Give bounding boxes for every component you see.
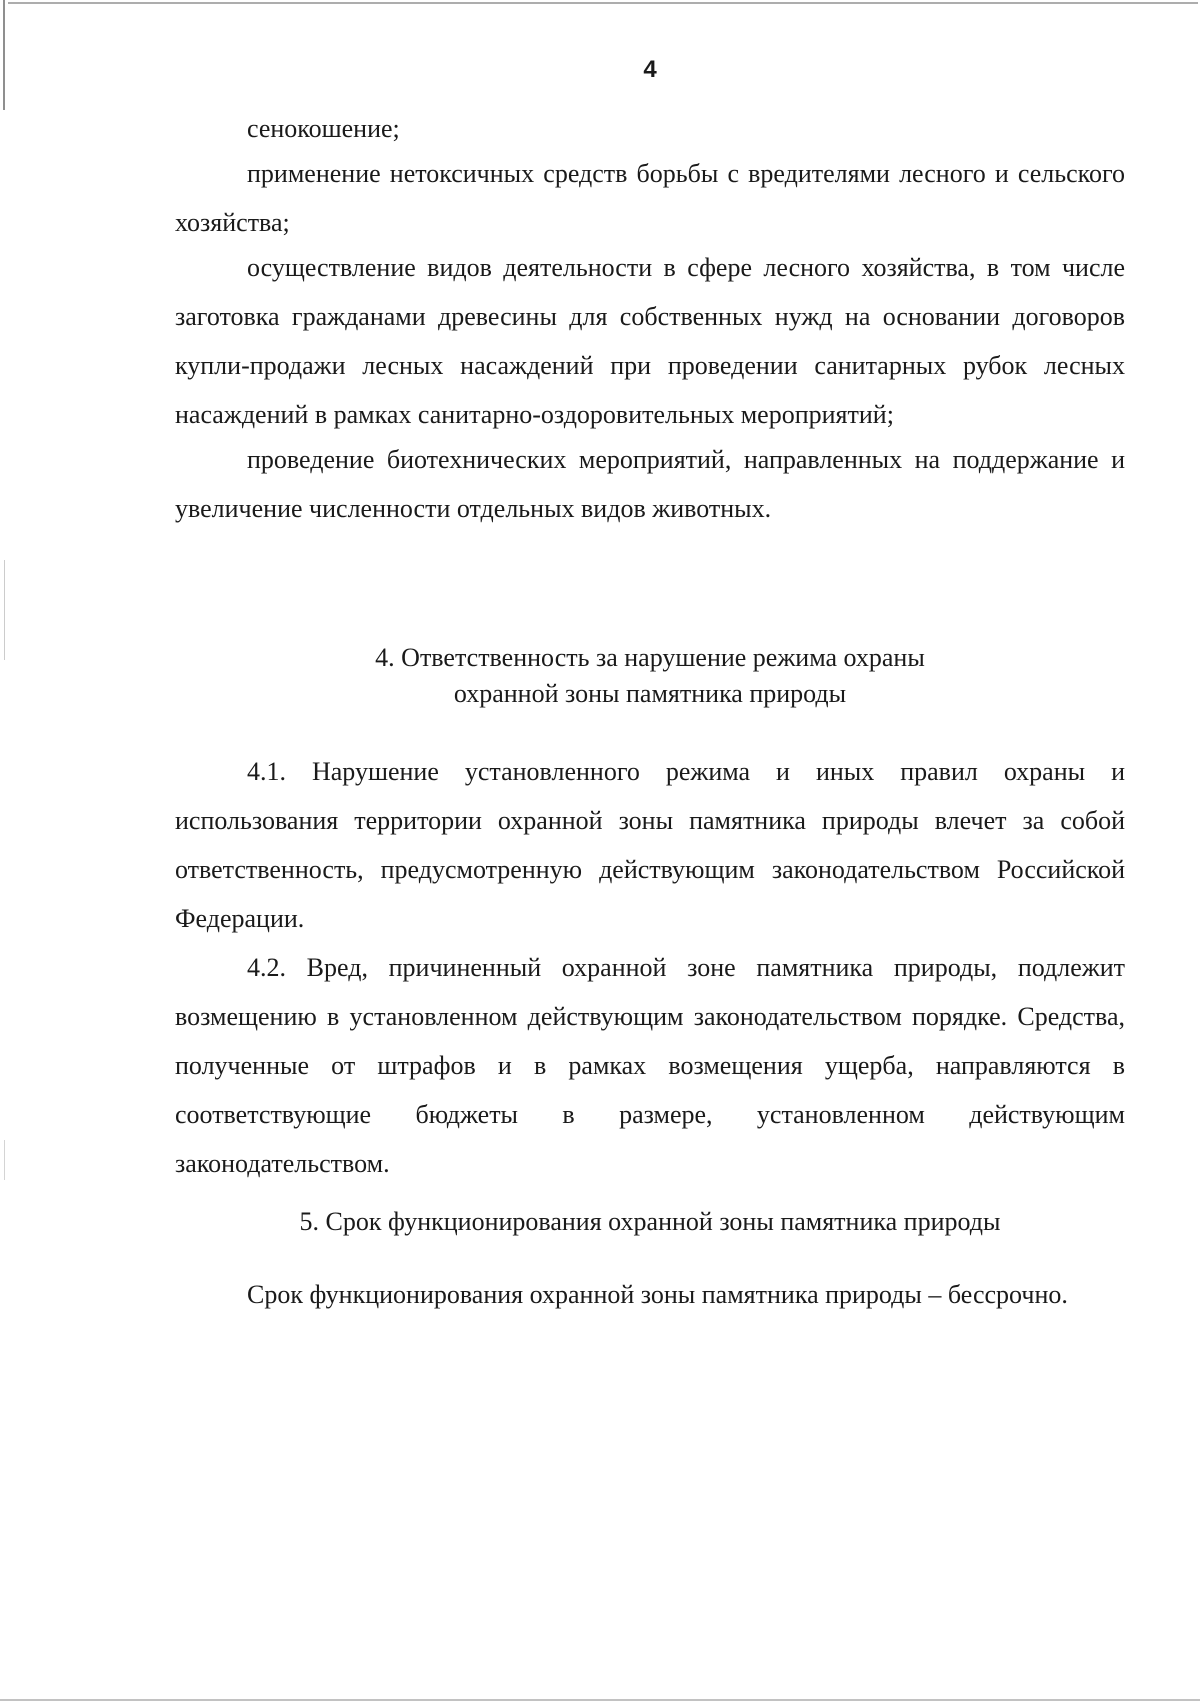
scan-edge-top [8,2,1198,4]
list-item-biotechnical-measures: проведение биотехнических мероприятий, направленных на поддержание и увеличение численности отдельных видов животных. [175,445,1125,523]
section-4-heading [175,640,1125,712]
heading-line: охранной зоны памятника природы [453,679,847,708]
page-number: 4 [643,56,657,83]
list-item-forestry-activities: осуществление видов деятельности в сфере лесного хозяйства, в том числе заготовка гражданами древесины для собственных нужд на основании договоров купли-продажи лесных насаждений при проведении санитарных рубок лесных насаждений в рамках санитарно-оздоровительных мероприятий; [175,253,1125,429]
paragraph-4-1: 4.1. Нарушение установленного режима и иных правил охраны и использования территории охранной зоны памятника природы влечет за собой ответственность, предусмотренную действующим законодательством Российской Федерации. [175,757,1125,933]
section-heading [175,640,1125,712]
scan-edge-left [4,560,5,660]
list-block [175,104,1125,533]
section-4-body [175,747,1125,1188]
scan-edge-left [3,0,5,110]
scan-edge-left [4,1140,5,1180]
heading-line: 4. Ответственность за нарушение режима охраны [375,643,925,672]
list-item-pest-control: применение нетоксичных средств борьбы с вредителями лесного и сельского хозяйства; [175,159,1125,237]
section-5-heading-block [175,1197,1125,1246]
section-heading: 5. Срок функционирования охранной зоны памятника природы [299,1207,1001,1236]
section-5-body [175,1270,1125,1319]
paragraph-5: Срок функционирования охранной зоны памятника природы – бессрочно. [247,1280,1068,1309]
scan-edge-bottom [0,1699,1200,1701]
list-item-haymaking: сенокошение; [247,114,400,143]
paragraph-4-2: 4.2. Вред, причиненный охранной зоне памятника природы, подлежит возмещению в установленном действующим законодательством порядке. Средства, полученные от штрафов и в рамках возмещения ущерба, направляются в соответствующие бюджеты в размере, установленном действующим законодательством. [175,953,1125,1178]
